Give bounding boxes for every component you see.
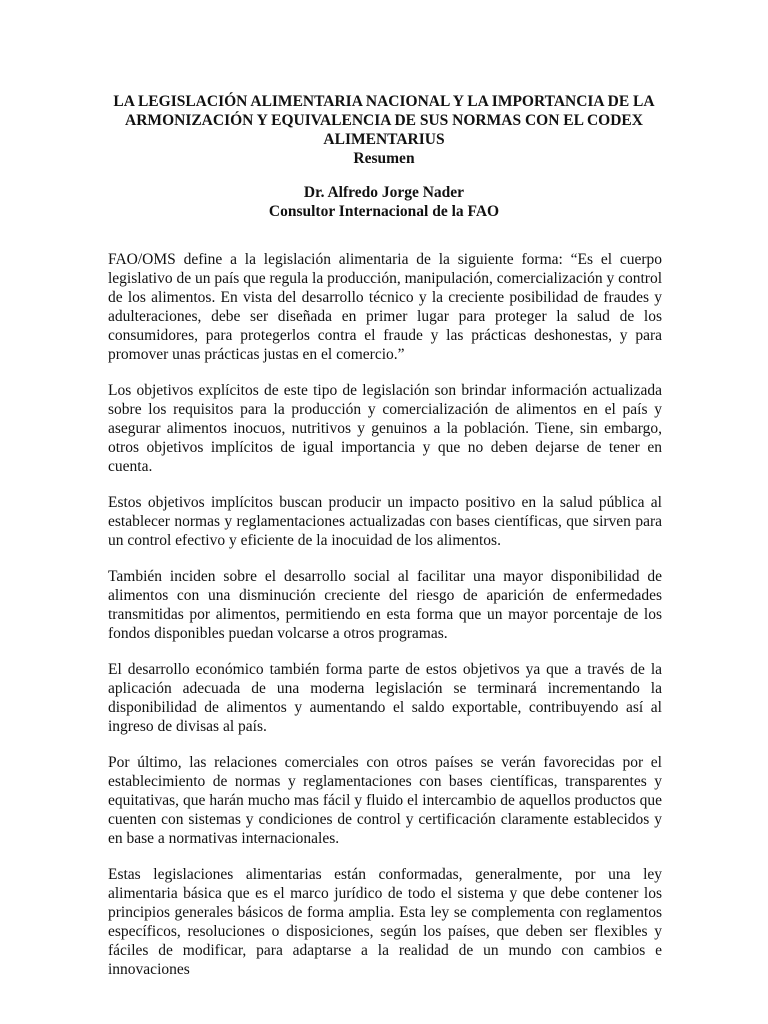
title-line-3: ALIMENTARIUS <box>323 131 445 148</box>
paragraph-3: Estos objetivos implícitos buscan producir un impacto positivo en la salud pública al establecer normas y reglamentaciones actualizadas con bases científicas, que sirven para un control efectivo y eficiente de la inocuidad de los alimentos. <box>108 494 662 549</box>
section-heading-resumen: Resumen <box>353 150 415 167</box>
author-name: Dr. Alfredo Jorge Nader <box>303 184 465 201</box>
paragraph-6: Por último, las relaciones comerciales con otros países se verán favorecidas por el establecimiento de normas y reglamentaciones con bases científicas, transparentes y equitativas, que harán mucho mas fácil y fluido el intercambio de aquellos productos que cuenten con sistemas y condiciones de control y certificación claramente establecidos y en base a normativas internacionales. <box>108 754 662 847</box>
paragraph-4: También inciden sobre el desarrollo social al facilitar una mayor disponibilidad de alimentos con una disminución creciente del riesgo de aparición de enfermedades transmitidas por alimentos, permitiendo en esta forma que un mayor porcentaje de los fondos disponibles puedan volcarse a otros programas. <box>108 568 662 642</box>
paragraph-5: El desarrollo económico también forma parte de estos objetivos ya que a través de la aplicación adecuada de una moderna legislación se terminará incrementando la disponibilidad de alimentos y aumentando el saldo exportable, contribuyendo así al ingreso de divisas al país. <box>108 661 662 735</box>
paragraph-7: Estas legislaciones alimentarias están conformadas, generalmente, por una ley alimentaria básica que es el marco jurídico de todo el sistema y que debe contener los principios generales básicos de forma amplia. Esta ley se complementa con reglamentos específicos, resoluciones o disposiciones, según los países, que deben ser flexibles y fáciles de modificar, para adaptarse a la realidad de un mundo con cambios e innovaciones <box>108 866 662 978</box>
author-block <box>100 183 668 221</box>
paragraph-1: FAO/OMS define a la legislación alimentaria de la siguiente forma: “Es el cuerpo legislativo de un país que regula la producción, manipulación, comercialización y control de los alimentos. En vista del desarrollo técnico y la creciente posibilidad de fraudes y adulteraciones, debe ser diseñada en primer lugar para proteger la salud de los consumidores, para protegerlos contra el fraude y las prácticas deshonestas, y para promover unas prácticas justas en el comercio.” <box>108 251 662 363</box>
document-title <box>100 92 668 168</box>
author-affiliation: Consultor Internacional de la FAO <box>268 203 500 220</box>
paragraph-2: Los objetivos explícitos de este tipo de legislación son brindar información actualizada sobre los requisitos para la producción y comercialización de alimentos en el país y asegurar alimentos inocuos, nutritivos y genuinos a la población. Tiene, sin embargo, otros objetivos implícitos de igual importancia y que no deben dejarse de tener en cuenta. <box>108 382 662 475</box>
title-line-1: LA LEGISLACIÓN ALIMENTARIA NACIONAL Y LA IMPORTANCIA DE LA <box>113 93 655 110</box>
title-line-2: ARMONIZACIÓN Y EQUIVALENCIA DE SUS NORMAS CON EL CODEX <box>125 112 643 129</box>
body-text <box>108 250 662 996</box>
